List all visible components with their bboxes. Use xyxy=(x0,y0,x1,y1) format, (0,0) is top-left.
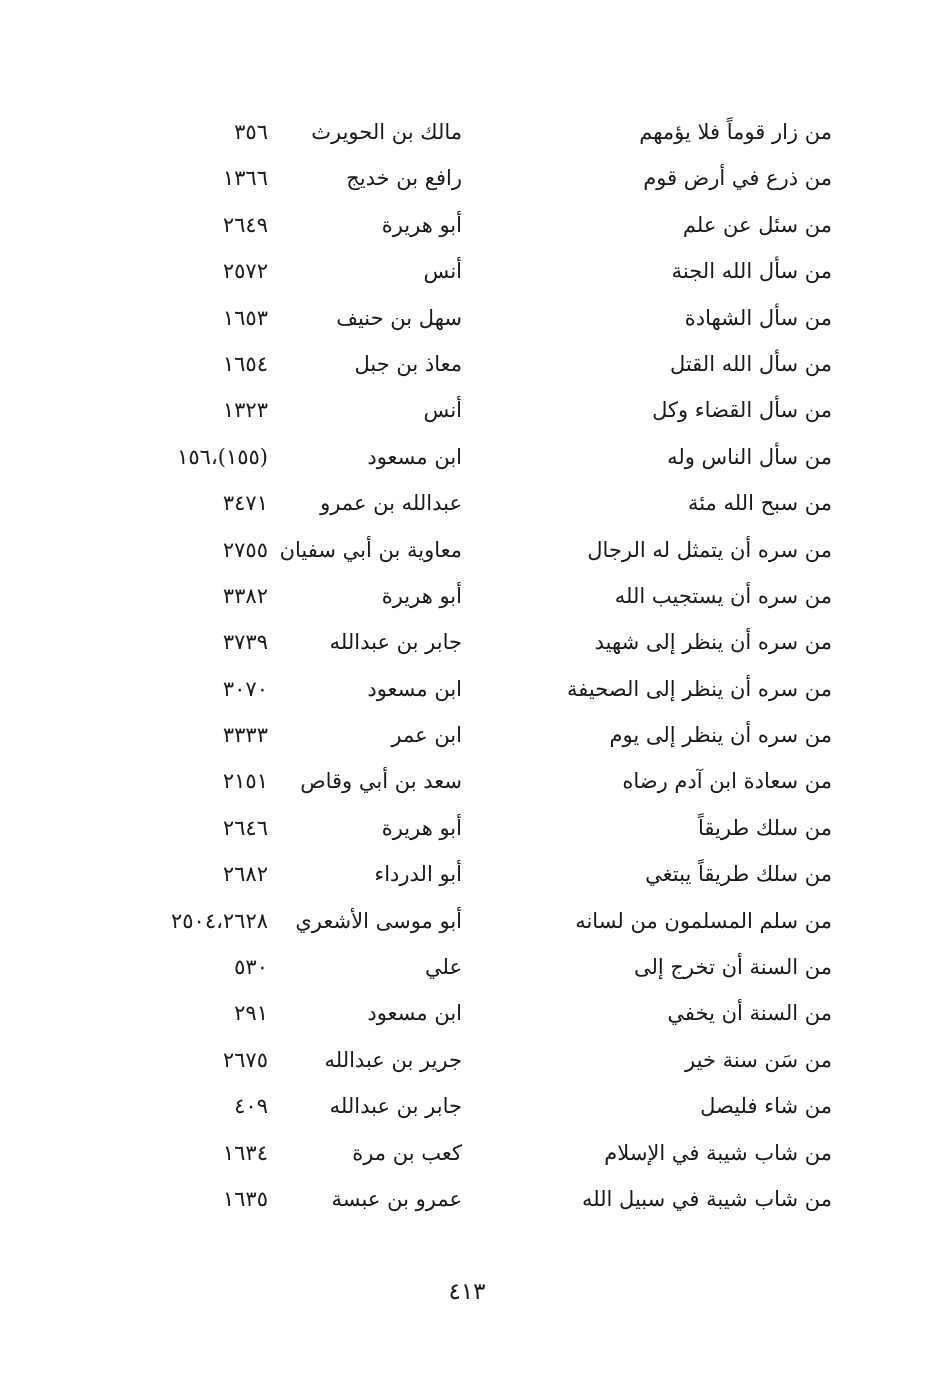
hadith-opening-text: من سبح الله مئة xyxy=(687,491,832,516)
hadith-number: ١٦٥٣ xyxy=(222,305,268,330)
hadith-opening-text: من شاب شيبة في الإسلام xyxy=(604,1140,832,1165)
narrator-name: ابن عمر xyxy=(391,723,462,748)
index-row xyxy=(0,573,934,619)
hadith-opening-text: من سلك طريقاً يبتغي xyxy=(645,862,832,887)
hadith-number: ٣٧٣٩ xyxy=(222,630,268,655)
narrator-name: كعب بن مرة xyxy=(352,1140,462,1165)
narrator-name: أبو هريرة xyxy=(381,815,462,840)
hadith-opening-text: من سأل الشهادة xyxy=(684,305,832,330)
hadith-index-table xyxy=(0,109,934,1222)
index-row xyxy=(0,1130,934,1176)
narrator-name: أنس xyxy=(423,259,462,284)
hadith-opening-text: من سلم المسلمون من لسانه xyxy=(575,908,832,933)
narrator-name: عمرو بن عبسة xyxy=(331,1186,462,1211)
narrator-name: ابن مسعود xyxy=(367,676,462,701)
hadith-opening-text: من سره أن يتمثل له الرجال xyxy=(587,537,832,562)
hadith-opening-text: من سلك طريقاً xyxy=(698,815,832,840)
index-row xyxy=(0,434,934,480)
index-row xyxy=(0,1176,934,1222)
narrator-name: أبو هريرة xyxy=(381,212,462,237)
narrator-name: سعد بن أبي وقاص xyxy=(300,769,462,794)
hadith-number: ٣٥٦ xyxy=(234,120,268,144)
index-row xyxy=(0,155,934,201)
index-row xyxy=(0,1083,934,1129)
index-row xyxy=(0,248,934,294)
narrator-name: معاذ بن جبل xyxy=(354,351,462,376)
hadith-number: ١٦٣٤ xyxy=(222,1140,268,1165)
narrator-name: عبدالله بن عمرو xyxy=(320,491,462,516)
index-row xyxy=(0,109,934,155)
hadith-number: ٢٦٤٩ xyxy=(222,212,268,237)
hadith-number: ٢٥٠٤،٢٦٢٨ xyxy=(170,908,268,933)
hadith-number: ٢٧٥٥ xyxy=(222,537,268,562)
hadith-number: ٤٠٩ xyxy=(234,1094,268,1119)
index-row xyxy=(0,527,934,573)
hadith-opening-text: من سَن سنة خير xyxy=(685,1047,832,1072)
hadith-number: ١٦٣٥ xyxy=(222,1186,268,1211)
hadith-opening-text: من سأل الناس وله xyxy=(667,444,832,469)
index-row xyxy=(0,805,934,851)
hadith-number: ٢٩١ xyxy=(234,1001,268,1026)
hadith-number: ٣٠٧٠ xyxy=(222,676,268,701)
index-row xyxy=(0,758,934,804)
narrator-name: ابن مسعود xyxy=(367,444,462,469)
index-row xyxy=(0,851,934,897)
hadith-number: ١٦٥٤ xyxy=(222,351,268,376)
index-row xyxy=(0,990,934,1036)
narrator-name: جابر بن عبدالله xyxy=(329,1094,462,1119)
hadith-opening-text: من ذرع في أرض قوم xyxy=(643,166,832,191)
narrator-name: سهل بن حنيف xyxy=(336,305,462,330)
hadith-number: ٢٦٧٥ xyxy=(222,1047,268,1072)
hadith-number: ٣٣٨٢ xyxy=(222,583,268,608)
hadith-opening-text: من سره أن ينظر إلى الصحيفة xyxy=(566,676,832,701)
hadith-opening-text: من شاب شيبة في سبيل الله xyxy=(581,1186,832,1211)
hadith-opening-text: من السنة أن تخرج إلى xyxy=(633,955,832,980)
narrator-name: أبو هريرة xyxy=(381,583,462,608)
hadith-number: (١٥٥)،١٥٦ xyxy=(177,444,268,469)
index-row xyxy=(0,295,934,341)
narrator-name: جرير بن عبدالله xyxy=(324,1047,462,1072)
page-number: ٤١٣ xyxy=(448,1279,486,1305)
hadith-opening-text: من سره أن يستجيب الله xyxy=(614,583,832,608)
narrator-name: ابن مسعود xyxy=(367,1001,462,1026)
hadith-number: ١٣٦٦ xyxy=(222,166,268,191)
narrator-name: أنس xyxy=(423,398,462,423)
hadith-opening-text: من شاء فليصل xyxy=(700,1094,832,1119)
index-row xyxy=(0,666,934,712)
index-row xyxy=(0,341,934,387)
narrator-name: رافع بن خديج xyxy=(346,166,462,191)
hadith-number: ٢٥٧٢ xyxy=(222,259,268,284)
hadith-opening-text: من سره أن ينظر إلى يوم xyxy=(609,723,832,748)
hadith-opening-text: من زار قوماً فلا يؤمهم xyxy=(639,120,832,144)
narrator-name: معاوية بن أبي سفيان xyxy=(279,537,462,562)
hadith-opening-text: من سئل عن علم xyxy=(682,212,832,237)
index-row xyxy=(0,944,934,990)
narrator-name: جابر بن عبدالله xyxy=(329,630,462,655)
hadith-number: ٢١٥١ xyxy=(222,769,268,794)
index-row xyxy=(0,898,934,944)
index-row xyxy=(0,387,934,433)
index-row xyxy=(0,480,934,526)
hadith-number: ٣٣٣٣ xyxy=(222,723,268,748)
hadith-number: ٥٣٠ xyxy=(234,955,268,980)
hadith-opening-text: من سأل القضاء وكل xyxy=(652,398,832,423)
hadith-opening-text: من السنة أن يخفي xyxy=(667,1001,832,1026)
hadith-number: ٢٦٨٢ xyxy=(222,862,268,887)
hadith-opening-text: من سأل الله الجنة xyxy=(671,259,832,284)
index-row xyxy=(0,712,934,758)
hadith-opening-text: من سره أن ينظر إلى شهيد xyxy=(594,630,832,655)
narrator-name: علي xyxy=(425,955,462,980)
hadith-number: ٣٤٧١ xyxy=(222,491,268,516)
narrator-name: أبو الدرداء xyxy=(374,862,462,887)
narrator-name: أبو موسى الأشعري xyxy=(295,908,462,933)
narrator-name: مالك بن الحويرث xyxy=(311,120,462,144)
hadith-opening-text: من سأل الله القتل xyxy=(669,351,832,376)
index-row xyxy=(0,619,934,665)
index-row xyxy=(0,202,934,248)
index-row xyxy=(0,1037,934,1083)
hadith-number: ٢٦٤٦ xyxy=(222,815,268,840)
hadith-opening-text: من سعادة ابن آدم رضاه xyxy=(622,769,832,794)
hadith-number: ١٣٢٣ xyxy=(222,398,268,423)
